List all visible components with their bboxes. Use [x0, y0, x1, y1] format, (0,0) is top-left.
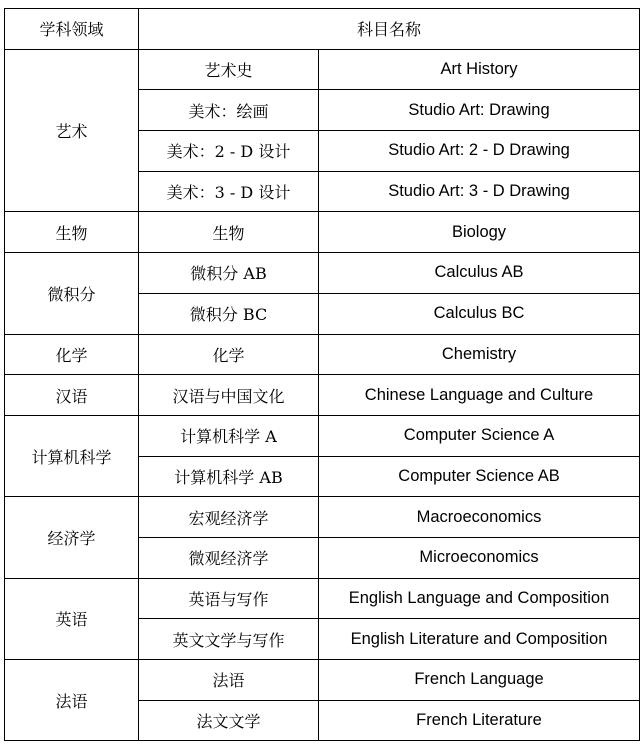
table-row: [5, 415, 640, 456]
subject-zh-cell: 宏观经济学: [139, 497, 319, 538]
subject-en-cell: Biology: [319, 212, 640, 253]
subject-en-cell: French Literature: [319, 700, 640, 741]
subject-zh-cell: 法语: [139, 660, 319, 701]
domain-cell: 艺术: [5, 49, 139, 212]
subject-en-cell: Chemistry: [319, 334, 640, 375]
domain-cell: 法语: [5, 660, 139, 741]
domain-cell: 汉语: [5, 375, 139, 416]
table-row: [5, 334, 640, 375]
subject-en-cell: Calculus AB: [319, 253, 640, 294]
subject-en-cell: Computer Science AB: [319, 456, 640, 497]
subject-en-cell: English Literature and Composition: [319, 619, 640, 660]
subject-zh-cell: 美术：3 - D 设计: [139, 171, 319, 212]
table-row: [5, 497, 640, 538]
subject-zh-cell: 美术：绘画: [139, 90, 319, 131]
table-row: [5, 212, 640, 253]
subject-zh-cell: 法文文学: [139, 700, 319, 741]
subject-en-cell: Chinese Language and Culture: [319, 375, 640, 416]
table-row: [5, 660, 640, 701]
subject-zh-cell: 生物: [139, 212, 319, 253]
subject-zh-cell: 美术：2 - D 设计: [139, 131, 319, 172]
table-row: [5, 375, 640, 416]
subject-en-cell: Calculus BC: [319, 293, 640, 334]
subject-zh-cell: 英语与写作: [139, 578, 319, 619]
subjects-table: [4, 8, 640, 741]
subject-en-cell: English Language and Composition: [319, 578, 640, 619]
table-row: [5, 253, 640, 294]
subject-zh-cell: 微积分 BC: [139, 293, 319, 334]
domain-cell: 英语: [5, 578, 139, 659]
table-body: [5, 49, 640, 741]
subject-zh-cell: 化学: [139, 334, 319, 375]
table-row: [5, 578, 640, 619]
subject-zh-cell: 英文文学与写作: [139, 619, 319, 660]
subject-en-cell: Studio Art: 2 - D Drawing: [319, 131, 640, 172]
domain-cell: 生物: [5, 212, 139, 253]
header-domain: 学科领域: [5, 9, 139, 50]
domain-cell: 化学: [5, 334, 139, 375]
subject-zh-cell: 计算机科学 AB: [139, 456, 319, 497]
subject-zh-cell: 艺术史: [139, 49, 319, 90]
subject-en-cell: Computer Science A: [319, 415, 640, 456]
subject-en-cell: Studio Art: 3 - D Drawing: [319, 171, 640, 212]
subject-en-cell: Microeconomics: [319, 537, 640, 578]
subject-zh-cell: 微积分 AB: [139, 253, 319, 294]
subject-en-cell: Macroeconomics: [319, 497, 640, 538]
table-row: [5, 49, 640, 90]
header-row: [5, 9, 640, 50]
subject-en-cell: Studio Art: Drawing: [319, 90, 640, 131]
domain-cell: 计算机科学: [5, 415, 139, 496]
subject-en-cell: French Language: [319, 660, 640, 701]
subject-zh-cell: 微观经济学: [139, 537, 319, 578]
header-subject: 科目名称: [139, 9, 640, 50]
domain-cell: 经济学: [5, 497, 139, 578]
domain-cell: 微积分: [5, 253, 139, 334]
subject-en-cell: Art History: [319, 49, 640, 90]
subject-zh-cell: 汉语与中国文化: [139, 375, 319, 416]
subject-zh-cell: 计算机科学 A: [139, 415, 319, 456]
